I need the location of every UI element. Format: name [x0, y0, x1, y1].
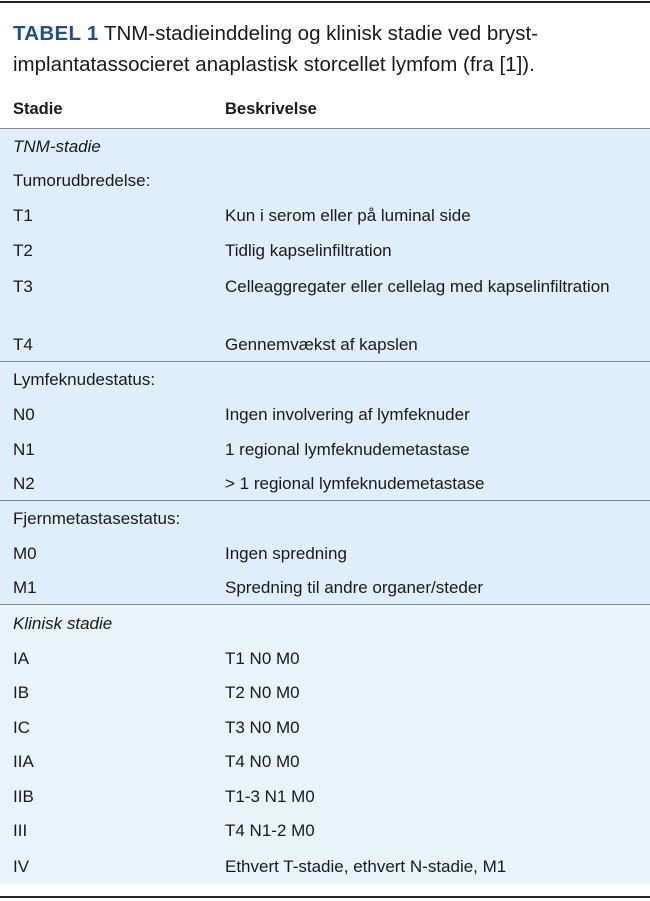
table-row [0, 710, 650, 745]
row-stage: N0 [13, 405, 35, 424]
row-stage: M0 [13, 544, 37, 563]
row-description: T4 N0 M0 [225, 752, 300, 772]
row-stage: III [13, 821, 28, 841]
table-row [0, 233, 650, 268]
row-stage: N2 [13, 474, 35, 493]
table-row [0, 268, 650, 328]
row-stage: Tumorudbredelse: [13, 171, 151, 190]
row-stage: T3 [13, 277, 33, 296]
table-row [0, 779, 650, 814]
table-label: TABEL 1 [13, 22, 99, 45]
row-description: Kun i serom eller på luminal side [225, 206, 471, 225]
row-description: Ingen spredning [225, 544, 347, 563]
table-row [0, 198, 650, 233]
table-row [0, 467, 650, 500]
row-stage: IIB [13, 786, 34, 806]
table-row [0, 536, 650, 571]
table-row [0, 500, 650, 536]
top-rule [0, 1, 650, 3]
row-stage: Lymfeknudestatus: [13, 370, 156, 389]
row-description: T1 N0 M0 [225, 648, 300, 668]
row-description: T3 N0 M0 [225, 717, 300, 737]
row-stage: N1 [13, 440, 35, 459]
row-description: T4 N1-2 M0 [225, 821, 315, 841]
table-row [0, 571, 650, 604]
section-row-tnm [0, 129, 650, 163]
table-row [0, 361, 650, 397]
row-description: > 1 regional lymfeknudemetastase [225, 474, 485, 493]
section-title: TNM-stadie [13, 136, 101, 156]
row-stage: T1 [13, 206, 33, 225]
table-header [0, 90, 650, 129]
row-description: Celleaggregater eller cellelag med kapselinfiltration [225, 277, 610, 296]
tnm-table [0, 90, 650, 884]
row-stage: IIA [13, 752, 34, 772]
row-description: 1 regional lymfeknudemetastase [225, 440, 470, 459]
table-caption [13, 18, 638, 80]
row-description: Tidlig kapselinfiltration [225, 241, 392, 260]
row-stage: IA [13, 648, 30, 668]
row-stage: IC [13, 717, 30, 737]
table-row [0, 814, 650, 849]
row-description: T2 N0 M0 [225, 683, 300, 703]
row-description: T1-3 N1 M0 [225, 786, 315, 806]
section-row-clinical [0, 604, 650, 641]
row-description: Spredning til andre organer/steder [225, 578, 483, 597]
table-row [0, 641, 650, 676]
bottom-rule [0, 896, 650, 898]
table-row [0, 163, 650, 198]
row-stage: T2 [13, 241, 33, 260]
row-stage: T4 [13, 335, 33, 354]
table-row [0, 848, 650, 884]
row-description: Ingen involvering af lymfeknuder [225, 405, 470, 424]
header-stage: Stadie [13, 99, 63, 118]
table-row [0, 745, 650, 780]
table-row [0, 397, 650, 432]
row-stage: M1 [13, 578, 37, 597]
row-description: Ethvert T-stadie, ethvert N-stadie, M1 [225, 856, 507, 876]
table-row [0, 328, 650, 361]
row-stage: Fjernmetastasestatus: [13, 509, 181, 528]
caption-text: TNM-stadieinddeling og klinisk stadie ved bryst-implantatassocieret anaplastisk storcellet lymfom (fra [1]). [13, 22, 539, 76]
table-row [0, 676, 650, 711]
row-stage: IV [13, 856, 30, 876]
table-row [0, 432, 650, 467]
header-description: Beskrivelse [225, 99, 317, 118]
section-title: Klinisk stadie [13, 613, 113, 633]
row-stage: IB [13, 683, 30, 703]
row-description: Gennemvækst af kapslen [225, 335, 418, 354]
